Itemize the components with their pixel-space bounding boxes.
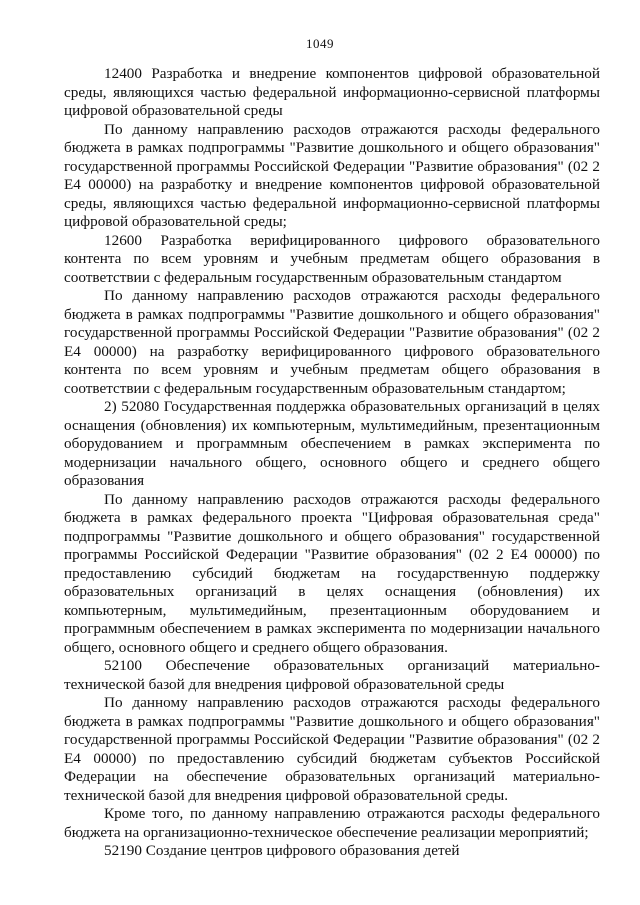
paragraph-52080-heading: 2) 52080 Государственная поддержка образовательных организаций в целях оснащения (обновления) их компьютерным, мультимедийным, презентационным оборудованием и программным обеспечением в рамках эксперимента по модернизации начального общего, основного общего и среднего общего образования xyxy=(64,398,600,489)
paragraph-12600-heading: 12600 Разработка верифицированного цифрового образовательного контента по всем уровням и учебным предметам общего образования в соответствии с федеральным государственным образовательным стандартом xyxy=(64,231,600,286)
paragraph-52100-description: По данному направлению расходов отражаются расходы федерального бюджета в рамках подпрограммы "Развитие дошкольного и общего образования" государственной программы Российской Федерации "Развитие образования" (02 2 Е4 00000) по предоставлению субсидий бюджетам субъектов Российской Федерации на обеспечение образовательных организаций материально-технической базой для внедрения цифровой образовательной среды. xyxy=(64,694,600,804)
page-number: 1049 xyxy=(306,36,334,51)
paragraph-52190-heading: 52190 Создание центров цифрового образования детей xyxy=(104,842,460,859)
paragraph-52100-addendum: Кроме того, по данному направлению отражаются расходы федерального бюджета на организационно-техническое обеспечение реализации мероприятий; xyxy=(64,805,600,841)
paragraph-12400-description: По данному направлению расходов отражаются расходы федерального бюджета в рамках подпрограммы "Развитие дошкольного и общего образования" государственной программы Российской Федерации "Развитие образования" (02 2 Е4 00000) на разработку и внедрение компонентов цифровой образовательной среды, являющихся частью федеральной информационно-сервисной платформы цифровой образовательной среды; xyxy=(64,120,600,230)
document-body xyxy=(64,65,600,861)
paragraph-52080-description: По данному направлению расходов отражаются расходы федерального бюджета в рамках федерального проекта "Цифровая образовательная среда" подпрограммы "Развитие дошкольного и общего образования" государственной программы Российской Федерации "Развитие образования" (02 2 Е4 00000) по предоставлению субсидий бюджетам на государственную поддержку образовательных организаций в целях оснащения (обновления) их компьютерным, мультимедийным, презентационным оборудованием и программным обеспечением в рамках эксперимента по модернизации начального общего, основного общего и среднего общего образования. xyxy=(64,490,600,656)
paragraph-52100-heading: 52100 Обеспечение образовательных организаций материально-технической базой для внедрения цифровой образовательной среды xyxy=(64,657,600,693)
paragraph-12400-heading: 12400 Разработка и внедрение компонентов цифровой образовательной среды, являющихся частью федеральной информационно-сервисной платформы цифровой образовательной среды xyxy=(64,65,600,119)
paragraph-12600-description: По данному направлению расходов отражаются расходы федерального бюджета в рамках подпрограммы "Развитие дошкольного и общего образования" государственной программы Российской Федерации "Развитие образования" (02 2 Е4 00000) на разработку верифицированного цифрового образовательного контента по всем уровням и учебным предметам общего образования в соответствии с федеральным государственным образовательным стандартом; xyxy=(64,287,600,397)
